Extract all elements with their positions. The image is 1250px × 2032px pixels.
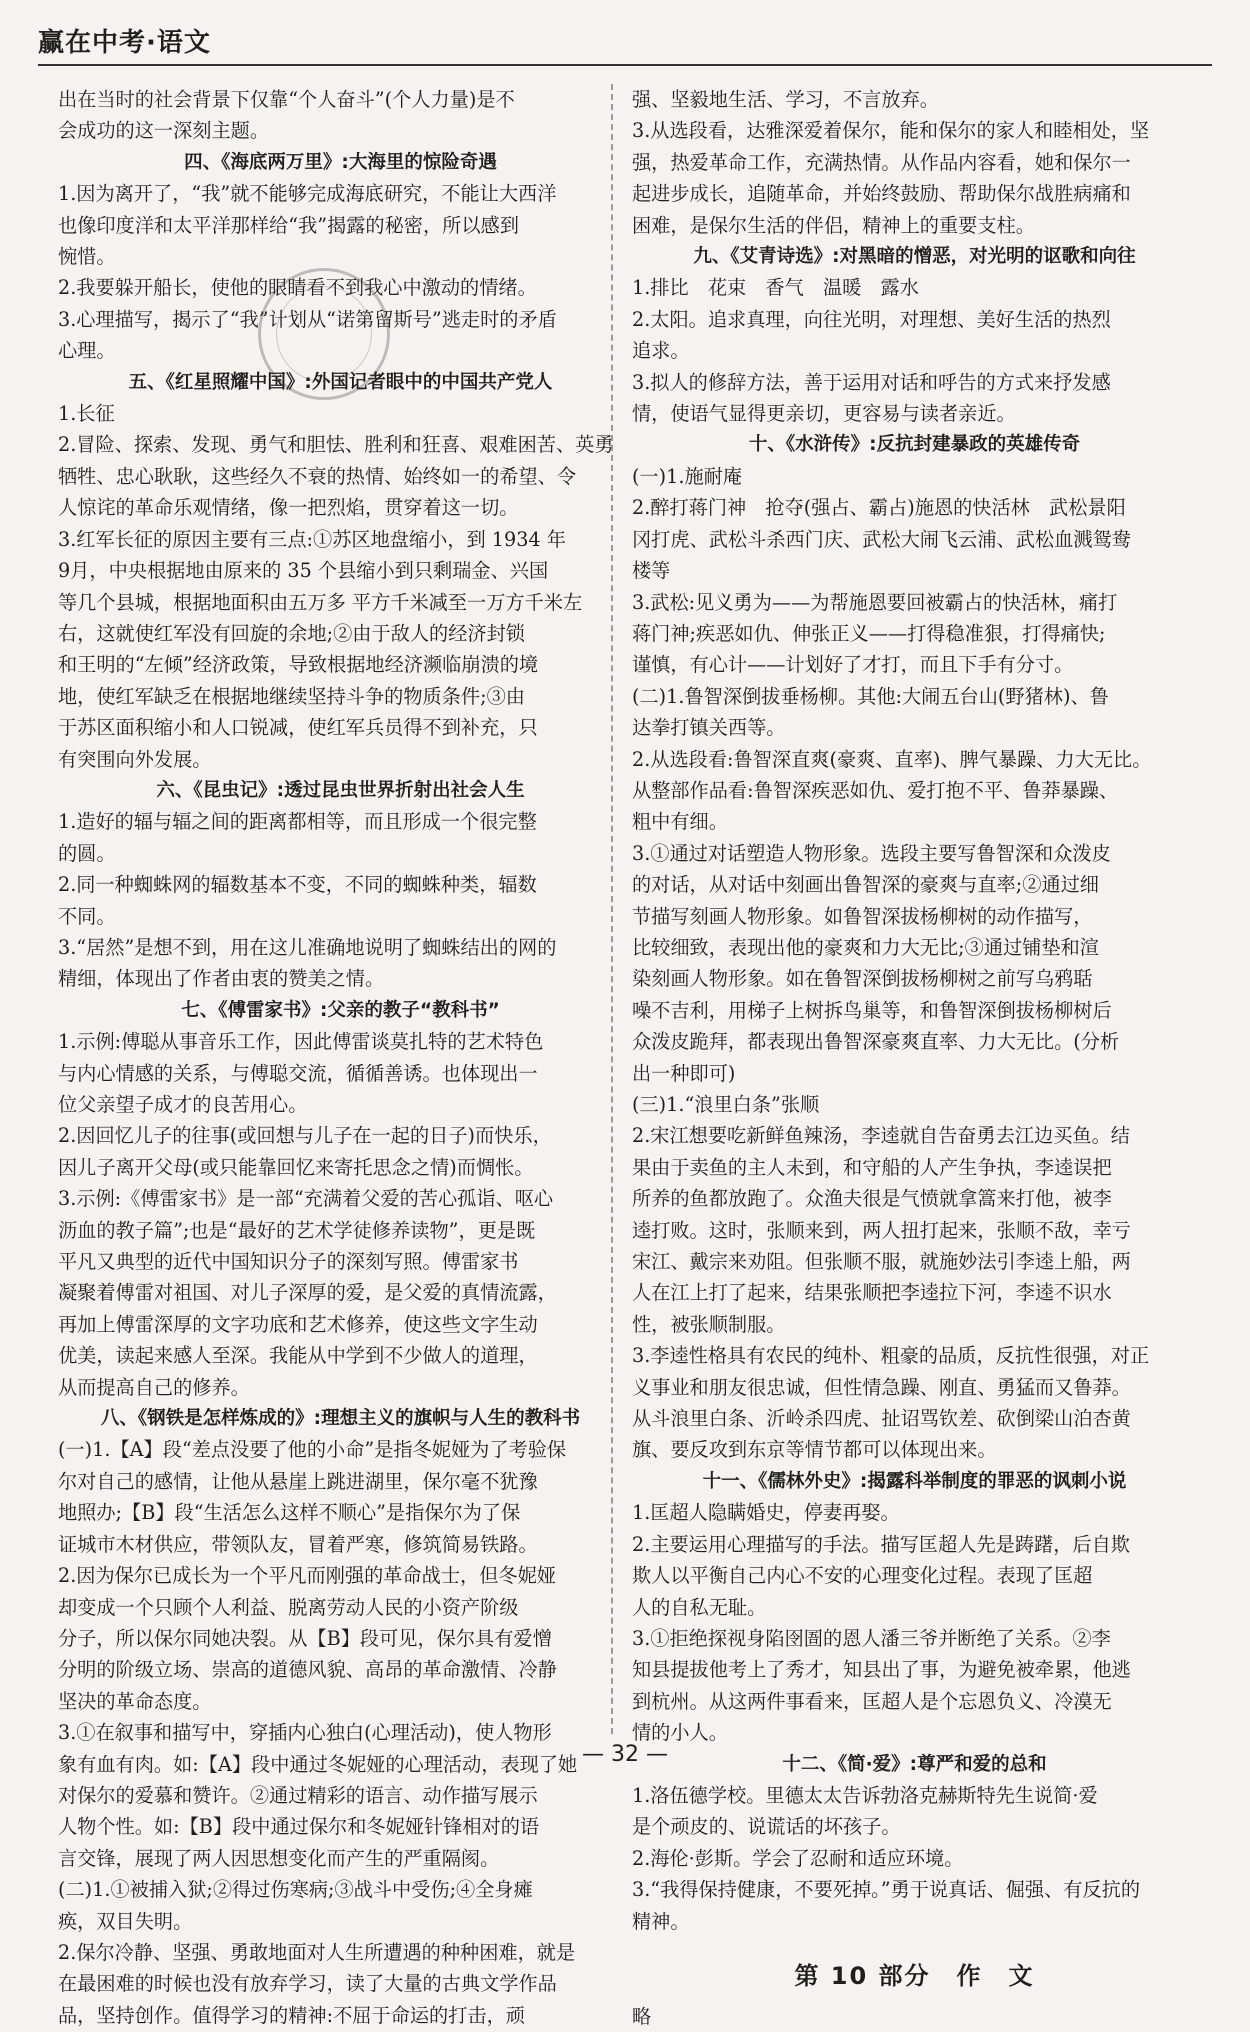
text-line: 强、坚毅地生活、学习，不言放弃。 [632, 88, 939, 111]
text-line: 欺人以平衡自己内心不安的心理变化过程。表现了匡超 [632, 1564, 1093, 1588]
text-line: 1.长征 [58, 402, 115, 426]
text-line: 困难，是保尔生活的伴侣，精神上的重要支柱。 [632, 213, 1035, 237]
text-line: 品，坚持创作。值得学习的精神:不屈于命运的打击，顽 [58, 2003, 525, 2027]
text-line: 地照办;【B】段“生活怎么这样不顺心”是指保尔为了保 [58, 1501, 521, 1525]
text-line: (三)1.“浪里白条”张顺 [632, 1093, 820, 1116]
text-line: 3.①拒绝探视身陷囹圄的恩人潘三爷并断绝了关系。②李 [632, 1626, 1111, 1650]
text-line: (二)1.①被捕入狱;②得过伤寒病;③战斗中受伤;④全身瘫 [58, 1878, 533, 1902]
text-line: 粗中有细。 [632, 810, 728, 834]
section-heading: 十一、《儒林外史》:揭露科举制度的罪恶的讽刺小说 [702, 1470, 1127, 1492]
text-line: 地，使红军缺乏在根据地继续坚持斗争的物质条件;③由 [58, 684, 525, 708]
text-line: 情，使语气显得更亲切，更容易与读者亲近。 [632, 402, 1016, 426]
section-heading: 十二、《简·爱》:尊严和爱的总和 [782, 1753, 1047, 1775]
text-line: 象有血有肉。如:【A】段中通过冬妮娅的心理活动，表现了她 [58, 1752, 578, 1776]
text-line: 9月，中央根据地由原来的 35 个县缩小到只剩瑞金、兴国 [58, 559, 549, 583]
header-rule [38, 64, 1212, 66]
page-number: — 32 — [582, 1742, 668, 1767]
section-heading: 六、《昆虫记》:透过昆虫世界折射出社会人生 [156, 779, 525, 801]
section-heading: 四、《海底两万里》:大海里的惊险奇遇 [184, 151, 497, 173]
text-line: 尔对自己的感情，让他从悬崖上跳进湖里，保尔毫不犹豫 [58, 1469, 538, 1493]
part-10-body: 略 [632, 2004, 652, 2028]
part-10-title: 第 10 部分 作 文 [794, 1961, 1035, 1990]
column-divider [611, 84, 613, 1734]
text-line: 3.红军长征的原因主要有三点:①苏区地盘缩小，到 1934 年 [58, 527, 566, 551]
text-line: 心理。 [58, 339, 116, 363]
text-line: 知县提拔他考上了秀才，知县出了事，为避免被牵累，他逃 [632, 1658, 1131, 1682]
text-line: 3.①在叙事和描写中，穿插内心独白(心理活动)，使人物形 [58, 1721, 552, 1745]
text-line: 对保尔的爱慕和赞许。②通过精彩的语言、动作描写展示 [58, 1783, 538, 1807]
text-line: 证城市木材供应，带领队友，冒着严寒，修筑简易铁路。 [58, 1532, 538, 1556]
text-line: 楼等 [632, 559, 671, 583]
text-line: 和王明的“左倾”经济政策，导致根据地经济濒临崩溃的境 [58, 653, 539, 677]
text-line: 宋江、戴宗来劝阻。但张顺不服，就施妙法引李逵上船，两 [632, 1250, 1131, 1274]
text-line: 分明的阶级立场、崇高的道德风貌、高昂的革命激情、冷静 [58, 1658, 557, 1682]
text-line: 惋惜。 [58, 245, 116, 269]
text-line: 2.海伦·彭斯。学会了忍耐和适应环境。 [632, 1846, 964, 1870]
text-line: 平凡又典型的近代中国知识分子的深刻写照。傅雷家书 [58, 1250, 519, 1274]
text-line: 1.示例:傅聪从事音乐工作，因此傅雷谈莫扎特的艺术特色 [58, 1030, 544, 1054]
section-heading: 七、《傅雷家书》:父亲的教子“教科书” [181, 999, 500, 1021]
text-line: 到杭州。从这两件事看来，匡超人是个忘恩负义、冷漠无 [632, 1689, 1112, 1713]
text-line: 3.“居然”是想不到，用在这儿准确地说明了蜘蛛结出的网的 [58, 935, 557, 959]
text-line: 比较细致，表现出他的豪爽和力大无比;③通过铺垫和渲 [632, 935, 1099, 959]
text-line: 噪不吉利，用梯子上树拆鸟巢等，和鲁智深倒拔杨柳树后 [632, 998, 1112, 1022]
text-line: 逵打败。这时，张顺来到，两人扭打起来，张顺不敌，幸亏 [632, 1218, 1131, 1242]
text-line: (一)1.施耐庵 [632, 464, 743, 488]
text-line: 情的小人。 [632, 1721, 728, 1745]
text-line: (二)1.鲁智深倒拔垂杨柳。其他:大闹五台山(野猪林)、鲁 [632, 684, 1109, 708]
text-line: 沥血的教子篇”;也是“最好的艺术学徒修养读物”，更是既 [58, 1218, 536, 1242]
text-line: 从而提高自己的修养。 [58, 1375, 250, 1399]
text-line: 精细，体现出了作者由衷的赞美之情。 [58, 967, 385, 991]
text-line: 2.同一种蜘蛛网的辐数基本不变，不同的蜘蛛种类，辐数 [58, 873, 537, 897]
text-line: 2.主要运用心理描写的手法。描写匡超人先是踌躇，后自欺 [632, 1532, 1130, 1556]
section-heading: 五、《红星照耀中国》:外国记者眼中的中国共产党人 [128, 371, 553, 393]
text-line: 义事业和朋友很忠诚，但性情急躁、刚直、勇猛而又鲁莽。 [632, 1375, 1131, 1399]
text-line: 旗、要反攻到东京等情节都可以体现出来。 [632, 1438, 997, 1462]
text-line: 节描写刻画人物形象。如鲁智深拔杨柳树的动作描写， [632, 904, 1093, 928]
text-line: 性，被张顺制服。 [632, 1312, 786, 1336]
text-line: 牺牲、忠心耿耿，这些经久不衰的热情、始终如一的希望、令 [58, 464, 577, 488]
text-line: 位父亲望子成才的良苦用心。 [58, 1093, 308, 1116]
text-line: 2.冒险、探索、发现、勇气和胆怯、胜利和狂喜、艰难困苦、英勇 [58, 433, 614, 457]
text-line: 与内心情感的关系，与傅聪交流，循循善诱。也体现出一 [58, 1061, 538, 1085]
text-line: 2.从选段看:鲁智深直爽(豪爽、直率)、脾气暴躁、力大无比。 [632, 747, 1152, 771]
text-line: 会成功的这一深刻主题。 [58, 119, 270, 143]
text-line: 强，热爱革命工作，充满热情。从作品内容看，她和保尔一 [632, 150, 1131, 174]
text-line: 3.从选段看，达雅深爱着保尔，能和保尔的家人和睦相处，坚 [632, 119, 1150, 143]
text-line: 2.因回忆儿子的往事(或回想与儿子在一起的日子)而快乐， [58, 1124, 552, 1148]
text-line: 1.因为离开了，“我”就不能够完成海底研究，不能让大西洋 [58, 182, 557, 206]
text-line: 3.示例:《傅雷家书》是一部“充满着父爱的苦心孤诣、呕心 [58, 1187, 554, 1211]
text-line: 2.保尔冷静、坚强、勇敢地面对人生所遭遇的种种困难，就是 [58, 1940, 576, 1964]
text-line: 坚决的革命态度。 [58, 1689, 212, 1713]
text-line: 起进步成长，追随革命，并始终鼓励、帮助保尔战胜病痛和 [632, 182, 1131, 206]
text-line: 痪，双目失明。 [58, 1909, 193, 1933]
text-line: 却变成一个只顾个人利益、脱离劳动人民的小资产阶级 [58, 1595, 519, 1619]
text-line: 2.宋江想要吃新鲜鱼辣汤，李逵就自告奋勇去江边买鱼。结 [632, 1124, 1130, 1148]
text-line: 1.排比 花束 香气 温暖 露水 [632, 276, 919, 300]
text-line: 3.李逵性格具有农民的纯朴、粗豪的品质，反抗性很强，对正 [632, 1344, 1150, 1368]
text-line: 有突围向外发展。 [58, 747, 212, 771]
text-line: 蒋门神;疾恶如仇、伸张正义——打得稳准狠，打得痛快; [632, 621, 1106, 645]
text-line: 凝聚着傅雷对祖国、对儿子深厚的爱，是父爱的真情流露， [58, 1281, 557, 1305]
text-line: 在最困难的时候也没有放弃学习，读了大量的古典文学作品 [58, 1972, 557, 1996]
header-title: 赢在中考·语文 [38, 28, 211, 58]
text-line: 达拳打镇关西等。 [632, 716, 786, 740]
text-line: 也像印度洋和太平洋那样给“我”揭露的秘密，所以感到 [58, 213, 519, 237]
text-line: 人物个性。如:【B】段中通过保尔和冬妮娅针锋相对的语 [58, 1815, 540, 1839]
text-line: 2.太阳。追求真理，向往光明，对理想、美好生活的热烈 [632, 307, 1111, 331]
text-line: 分子，所以保尔同她决裂。从【B】段可见，保尔具有爱憎 [58, 1626, 552, 1650]
text-line: (一)1.【A】段“差点没要了他的小命”是指冬妮娅为了考验保 [58, 1438, 567, 1462]
text-line: 2.醉打蒋门神 抢夺(强占、霸占)施恩的快活林 武松景阳 [632, 496, 1126, 520]
text-line: 谨慎，有心计——计划好了才打，而且下手有分寸。 [632, 653, 1074, 677]
text-line: 言交锋，展现了两人因思想变化而产生的严重隔阂。 [58, 1846, 500, 1870]
text-line: 再加上傅雷深厚的文字功底和艺术修养，使这些文字生动 [58, 1312, 538, 1336]
text-line: 众泼皮跪拜，都表现出鲁智深豪爽直率、力大无比。(分析 [632, 1030, 1120, 1054]
text-line: 3.①通过对话塑造人物形象。选段主要写鲁智深和众泼皮 [632, 841, 1111, 865]
text-line: 的圆。 [58, 841, 116, 865]
section-heading: 十、《水浒传》:反抗封建暴政的英雄传奇 [748, 434, 1081, 456]
left-column [58, 84, 623, 2031]
text-line: 2.因为保尔已成长为一个平凡而刚强的革命战士，但冬妮娅 [58, 1564, 556, 1588]
text-line: 因儿子离开父母(或只能靠回忆来寄托思念之情)而惆怅。 [58, 1155, 534, 1179]
text-line: 人惊诧的革命乐观情绪，像一把烈焰，贯穿着这一切。 [58, 496, 519, 520]
text-line: 从斗浪里白条、沂岭杀四虎、扯诏骂钦差、砍倒梁山泊杏黄 [632, 1407, 1131, 1431]
text-line: 出在当时的社会背景下仅靠“个人奋斗”(个人力量)是不 [58, 88, 515, 111]
text-line: 不同。 [58, 904, 116, 928]
section-heading: 八、《钢铁是怎样炼成的》:理想主义的旗帜与人生的教科书 [100, 1408, 581, 1430]
text-line: 3.拟人的修辞方法，善于运用对话和呼告的方式来抒发感 [632, 370, 1111, 394]
text-line: 1.洛伍德学校。里德太太告诉勃洛克赫斯特先生说简·爱 [632, 1783, 1098, 1807]
section-heading: 九、《艾青诗选》:对黑暗的憎恶，对光明的讴歌和向往 [693, 246, 1136, 268]
text-line: 从整部作品看:鲁智深疾恶如仇、爱打抱不平、鲁莽暴躁、 [632, 778, 1119, 802]
text-line: 染刻画人物形象。如在鲁智深倒拔杨柳树之前写乌鸦聒 [632, 967, 1093, 991]
text-line: 果由于卖鱼的主人未到，和守船的人产生争执，李逵误把 [632, 1155, 1112, 1179]
text-line: 出一种即可) [632, 1061, 736, 1085]
text-line: 优美，读起来感人至深。我能从中学到不少做人的道理， [58, 1344, 538, 1368]
text-line: 右，这就使红军没有回旋的余地;②由于敌人的经济封锁 [58, 621, 525, 645]
text-line: 是个顽皮的、说谎话的坏孩子。 [632, 1815, 901, 1839]
text-line: 精神。 [632, 1909, 690, 1933]
text-line: 3.武松:见义勇为——为帮施恩要回被霸占的快活林，痛打 [632, 590, 1118, 614]
text-line: 3.“我得保持健康，不要死掉。”勇于说真话、倔强、有反抗的 [632, 1878, 1141, 1902]
text-line: 2.我要躲开船长，使他的眼睛看不到我心中激动的情绪。 [58, 276, 537, 300]
text-line: 的对话，从对话中刻画出鲁智深的豪爽与直率;②通过细 [632, 873, 1099, 897]
text-line: 1.造好的辐与辐之间的距离都相等，而且形成一个很完整 [58, 810, 537, 834]
text-line: 人的自私无耻。 [632, 1595, 767, 1619]
text-line: 人在江上打了起来，结果张顺把李逵拉下河，李逵不识水 [632, 1281, 1112, 1305]
text-line: 所养的鱼都放跑了。众渔夫很是气愤就拿篙来打他，被李 [632, 1187, 1112, 1211]
text-line: 3.心理描写，揭示了“我”计划从“诺第留斯号”逃走时的矛盾 [58, 307, 557, 331]
text-line: 追求。 [632, 339, 690, 363]
text-line: 冈打虎、武松斗杀西门庆、武松大闹飞云浦、武松血溅鸳鸯 [632, 527, 1131, 551]
text-line: 1.匡超人隐瞒婚史，停妻再娶。 [632, 1501, 900, 1525]
text-line: 等几个县城，根据地面积由五万多 平方千米减至一万方千米左 [58, 590, 583, 614]
text-line: 于苏区面积缩小和人口锐减，使红军兵员得不到补充，只 [58, 716, 538, 740]
right-column [632, 84, 1197, 2032]
